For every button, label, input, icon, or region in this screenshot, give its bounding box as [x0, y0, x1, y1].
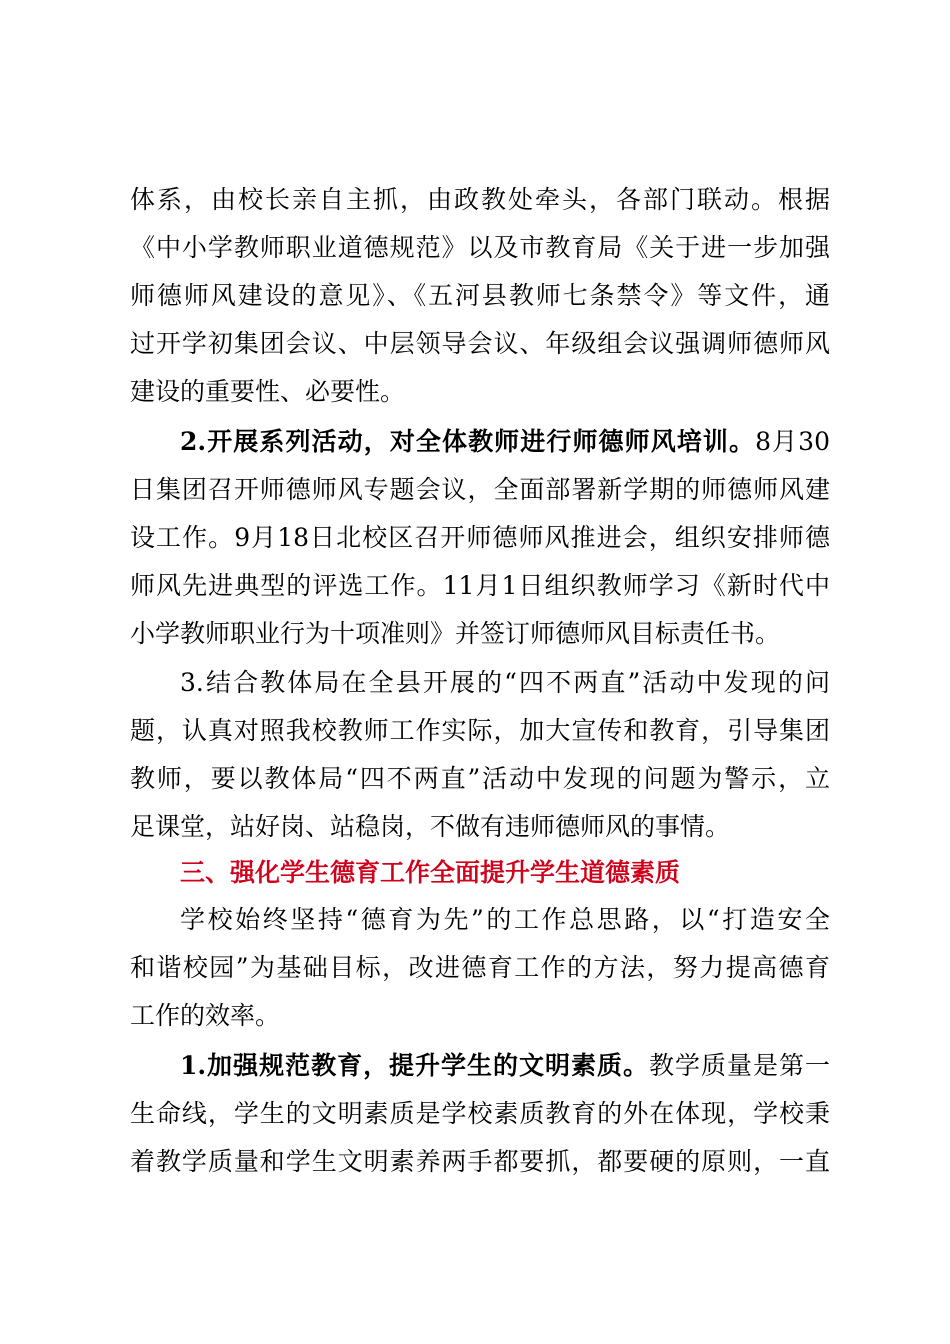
text-line: 生命线，学生的文明素质是学校素质教育的外在体现，学校秉: [130, 1099, 830, 1128]
text-line: 设工作。9月18日北校区召开师德师风推进会，组织安排师德: [130, 523, 830, 552]
text-line: 建设的重要性、必要性。: [130, 377, 406, 406]
text-line: 师风先进典型的评选工作。11月1日组织教师学习《新时代中: [130, 571, 830, 600]
text-line: 《中小学教师职业道德规范》以及市教育局《关于进一步加强: [130, 233, 830, 262]
text-line: 小学教师职业行为十项准则》并签订师德师风目标责任书。: [130, 619, 781, 648]
text-line: 教师，要以教体局“四不两直”活动中发现的问题为警示，立: [130, 764, 830, 793]
text-line: 足课堂，站好岗、站稳岗，不做有违师德师风的事情。: [130, 812, 731, 841]
text-line: 着教学质量和学生文明素养两手都要抓，都要硬的原则，一直: [130, 1147, 830, 1176]
lead-rest: 教学质量是第一: [649, 1051, 830, 1080]
paragraph-first-line: [180, 1051, 830, 1081]
text-line: 日集团召开师德师风专题会议，全面部署新学期的师德师风建: [130, 475, 830, 504]
lead-rest: 8月30: [755, 427, 830, 456]
text-line: 题，认真对照我校教师工作实际，加大宣传和教育，引导集团: [130, 716, 830, 745]
bold-lead: 2.开展系列活动，对全体教师进行师德师风培训。: [180, 427, 756, 456]
text-line: 过开学初集团会议、中层领导会议、年级组会议强调师德师风: [130, 329, 830, 358]
text-line: 工作的效率。: [130, 1001, 281, 1030]
section-heading: 三、强化学生德育工作全面提升学生道德素质: [180, 858, 681, 887]
text-line: 体系，由校长亲自主抓，由政教处牵头，各部门联动。根据: [130, 185, 830, 214]
bold-lead: 1.加强规范教育，提升学生的文明素质。: [180, 1051, 650, 1080]
text-line: 学校始终坚持“德育为先”的工作总思路，以“打造安全: [180, 905, 830, 934]
paragraph-first-line: [180, 427, 830, 457]
text-line: 和谐校园”为基础目标，改进德育工作的方法，努力提高德育: [130, 953, 830, 982]
text-line: 3.结合教体局在全县开展的“四不两直”活动中发现的问: [180, 668, 830, 697]
text-line: 师德师风建设的意见》、《五河县教师七条禁令》等文件，通: [130, 281, 830, 310]
